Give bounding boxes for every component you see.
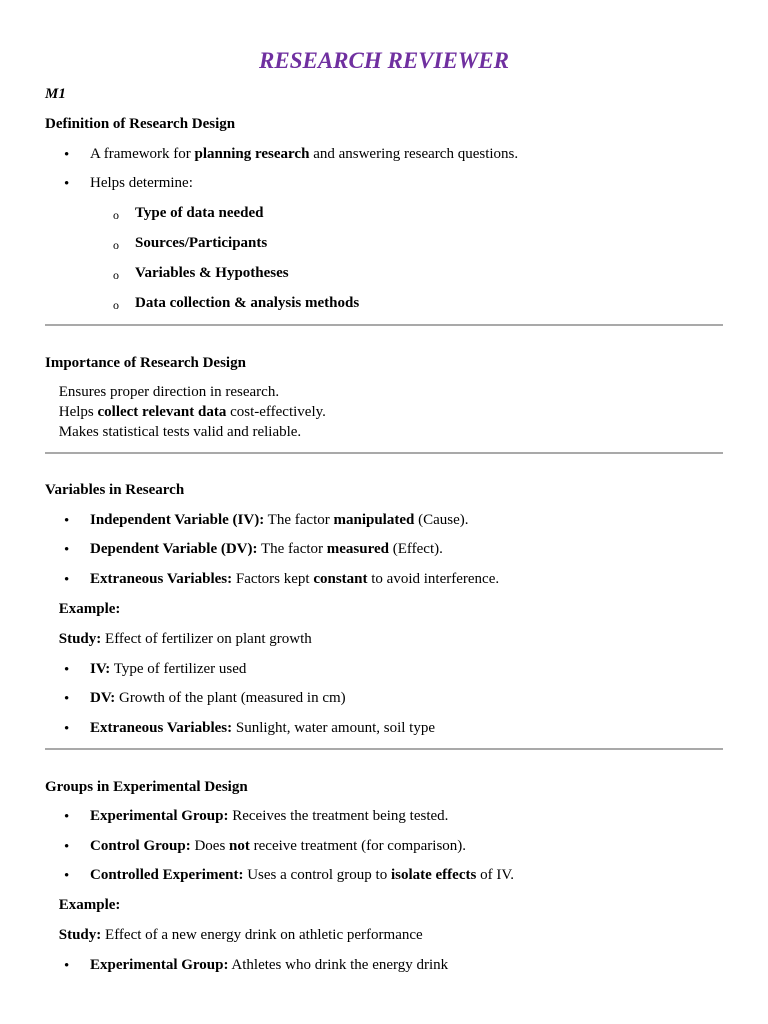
list-item: Extraneous Variables: Factors kept constant to avoid interference. [90, 571, 500, 587]
bullet-icon: • [64, 721, 70, 737]
bullet-icon: • [64, 572, 70, 588]
list-item: A framework for planning research and answering research questions. [90, 146, 519, 162]
example-label: Example: [58, 601, 121, 617]
circle-bullet-icon: o [113, 208, 119, 222]
sub-list-item: Variables & Hypotheses [135, 265, 289, 281]
sub-list-item: Type of data needed [135, 205, 264, 221]
divider [45, 452, 723, 454]
bullet-icon: • [64, 691, 70, 707]
checkbox-line: Makes statistical tests valid and reliable. [58, 424, 302, 440]
section-heading-variables: Variables in Research [45, 482, 185, 498]
checkbox-line: Helps collect relevant data cost-effectively. [58, 404, 326, 420]
list-item: Control Group: Does not receive treatment (for comparison). [90, 838, 467, 854]
section-heading-definition: Definition of Research Design [45, 116, 236, 132]
bullet-icon: • [64, 809, 70, 825]
bullet-icon: • [64, 176, 70, 192]
study-line: Study: Effect of a new energy drink on athletic performance [58, 927, 423, 943]
list-item: Experimental Group: Athletes who drink the energy drink [90, 957, 449, 973]
bullet-icon: • [64, 542, 70, 558]
circle-bullet-icon: o [113, 298, 119, 312]
bullet-icon: • [64, 662, 70, 678]
bullet-icon: • [64, 147, 70, 163]
list-item: Independent Variable (IV): The factor manipulated (Cause). [90, 512, 469, 528]
list-item: Dependent Variable (DV): The factor measured (Effect). [90, 541, 443, 557]
bullet-icon: • [64, 868, 70, 884]
divider [45, 324, 723, 326]
sub-list-item: Sources/Participants [135, 235, 268, 251]
circle-bullet-icon: o [113, 238, 119, 252]
section-heading-groups: Groups in Experimental Design [45, 779, 248, 795]
list-item: DV: Growth of the plant (measured in cm) [90, 690, 346, 706]
list-item: Helps determine: [90, 175, 193, 191]
circle-bullet-icon: o [113, 268, 119, 282]
module-label: M1 [45, 86, 66, 102]
section-heading-importance: Importance of Research Design [45, 355, 246, 371]
page-title: RESEARCH REVIEWER [259, 48, 509, 73]
bullet-icon: • [64, 513, 70, 529]
divider [45, 748, 723, 750]
list-item: Extraneous Variables: Sunlight, water amount, soil type [90, 720, 436, 736]
bullet-icon: • [64, 839, 70, 855]
list-item: Experimental Group: Receives the treatment being tested. [90, 808, 449, 824]
example-label: Example: [58, 897, 121, 913]
bullet-icon: • [64, 958, 70, 974]
checkbox-line: Ensures proper direction in research. [58, 384, 280, 400]
list-item: Controlled Experiment: Uses a control group to isolate effects of IV. [90, 867, 514, 883]
list-item: IV: Type of fertilizer used [90, 661, 247, 677]
sub-list-item: Data collection & analysis methods [135, 295, 360, 311]
study-line: Study: Effect of fertilizer on plant growth [58, 631, 312, 647]
